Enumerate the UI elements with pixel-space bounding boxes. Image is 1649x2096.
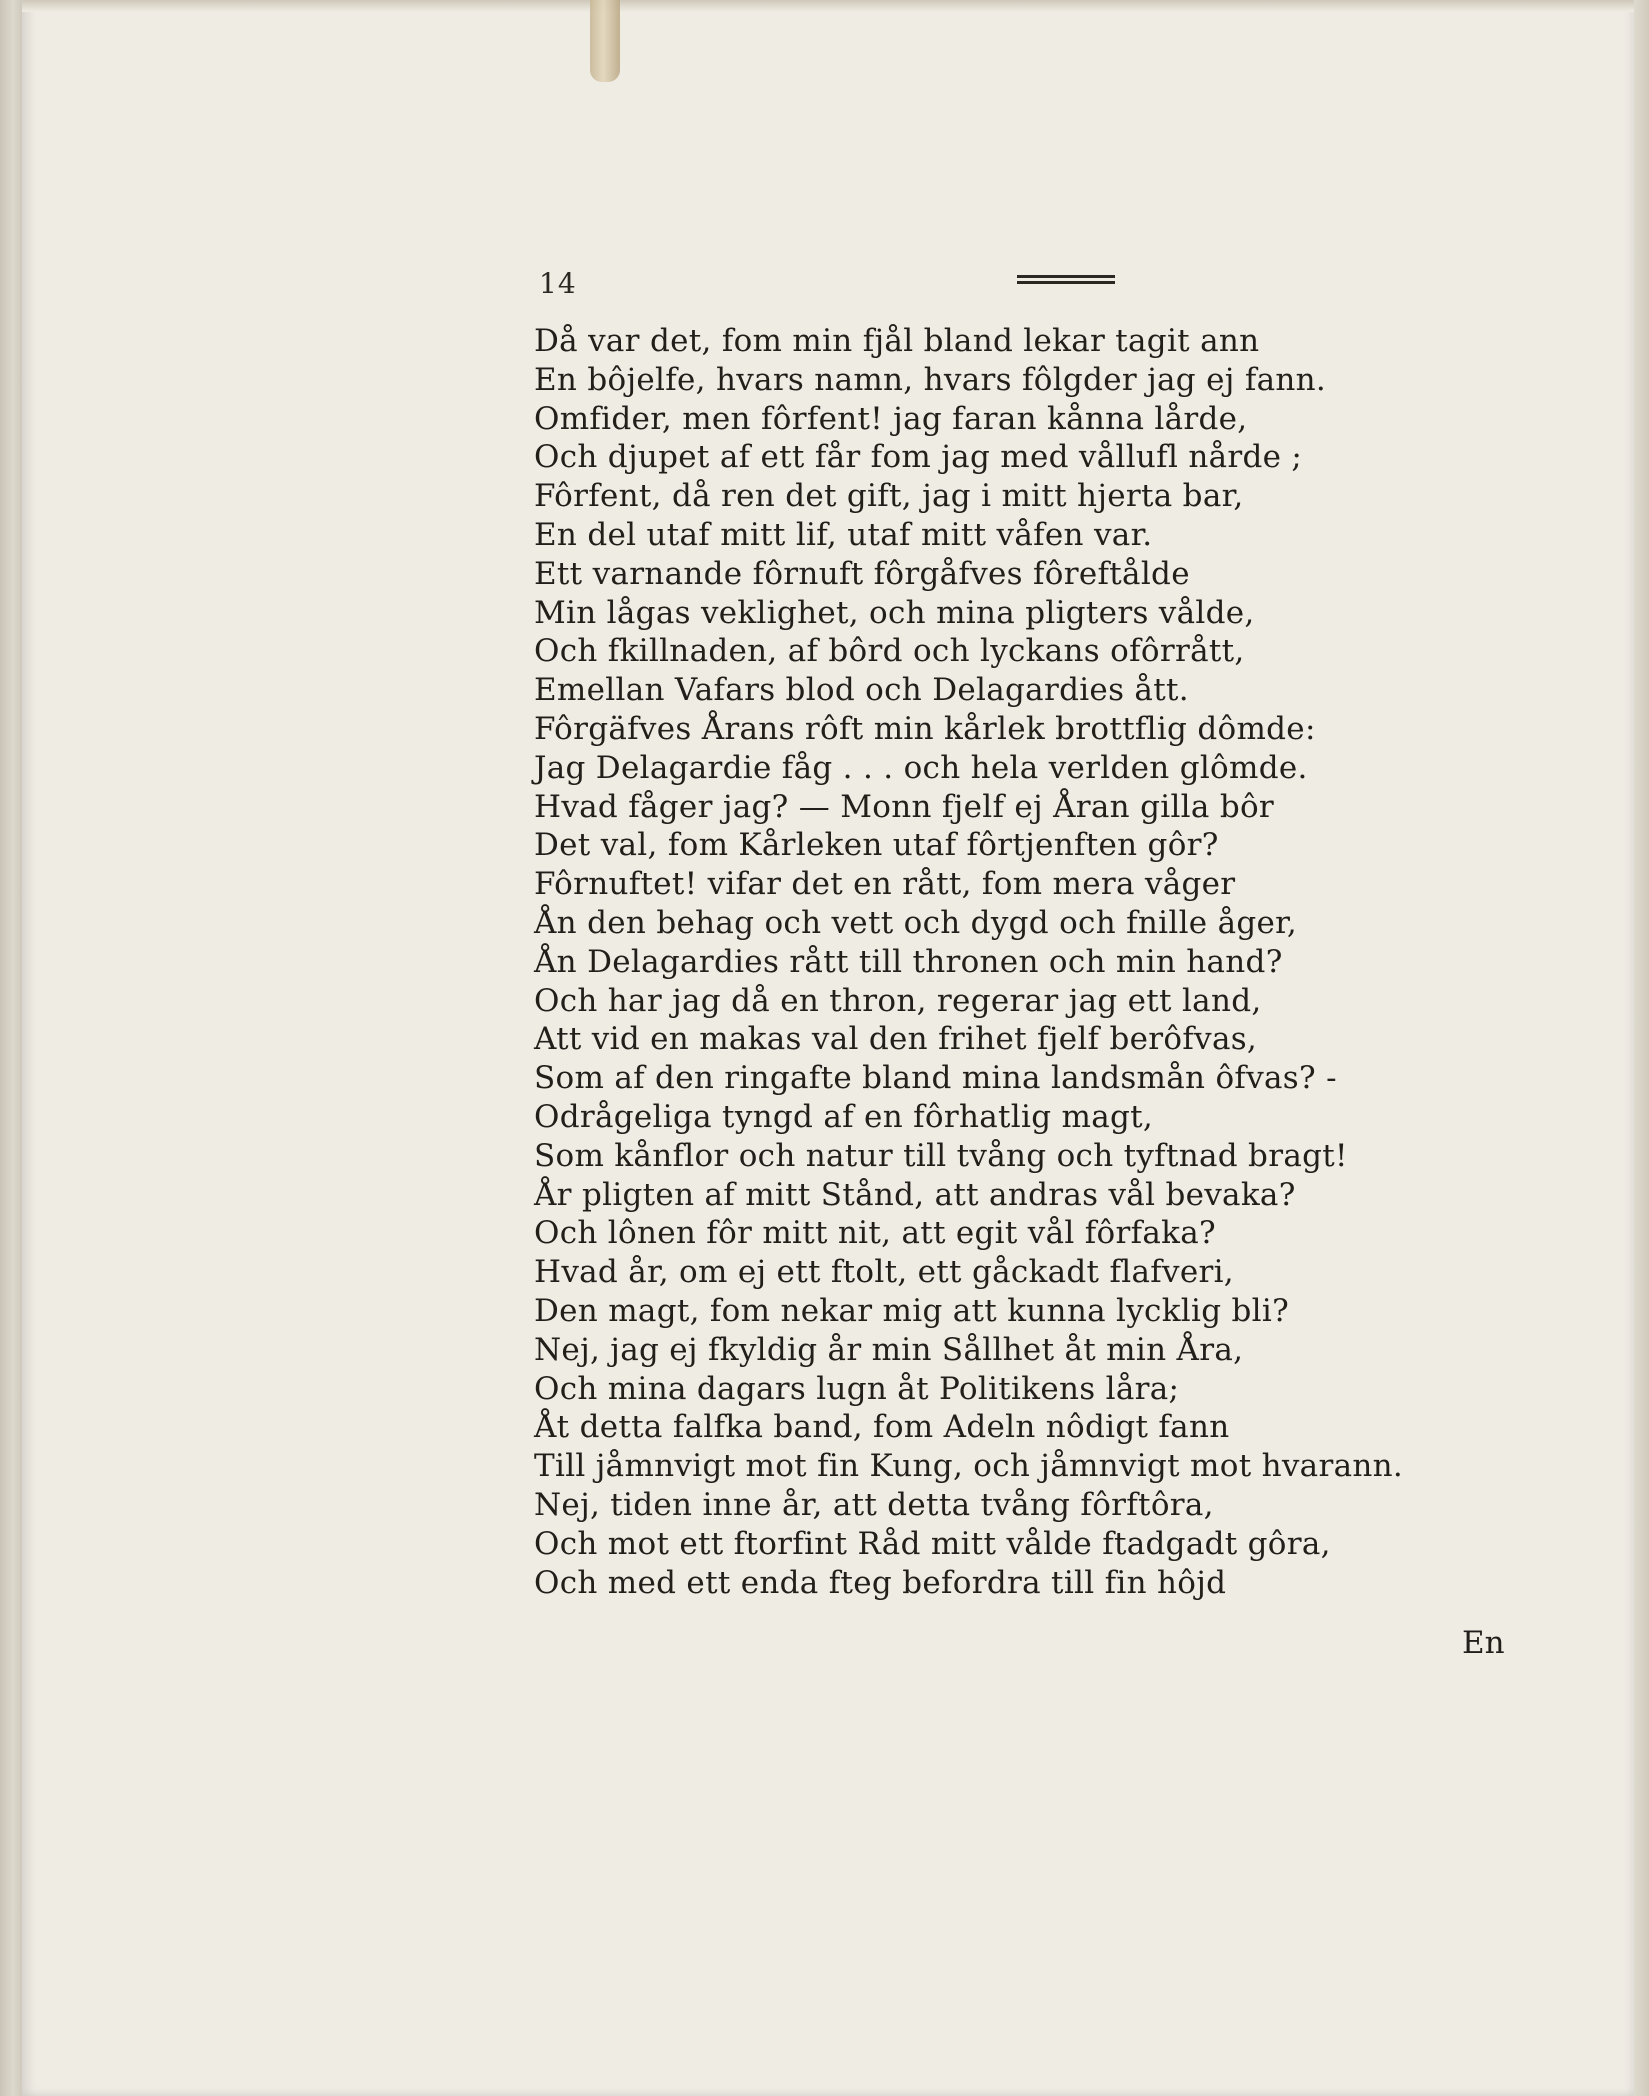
- verse-line: Nej, tiden inne år, att detta tvång fôrftôra,: [534, 1486, 1214, 1523]
- verse-line: Jag Delagardie fåg . . . och hela verlden glômde.: [534, 749, 1308, 786]
- verse-line: Och mina dagars lugn åt Politikens låra;: [534, 1370, 1180, 1407]
- verse-line: Den magt, fom nekar mig att kunna lycklig bli?: [534, 1292, 1290, 1329]
- verse-line: En del utaf mitt lif, utaf mitt våfen var.: [534, 516, 1153, 553]
- verse-line: Fôrfent, då ren det gift, jag i mitt hjerta bar,: [534, 478, 1244, 515]
- verse-block: [534, 322, 1544, 1602]
- verse-line: Som af den ringafte bland mina landsmån ôfvas? -: [534, 1060, 1337, 1097]
- verse-line: Och fkillnaden, af bôrd och lyckans ofôrrått,: [534, 633, 1245, 670]
- verse-line: Åt detta falfka band, fom Adeln nôdigt fann: [534, 1409, 1230, 1446]
- page-right-edge: [1634, 0, 1649, 2096]
- verse-line: Och djupet af ett får fom jag med vållufl nårde ;: [534, 439, 1303, 476]
- verse-line: År pligten af mitt Stånd, att andras vål bevaka?: [534, 1176, 1296, 1213]
- verse-line: Och mot ett ftorfint Råd mitt vålde ftadgadt gôra,: [534, 1525, 1331, 1562]
- verse-line: Fôrnuftet! vifar det en rått, fom mera våger: [534, 866, 1236, 903]
- verse-line: Ån Delagardies rått till thronen och min hand?: [534, 943, 1283, 980]
- verse-line: Att vid en makas val den frihet fjelf berôfvas,: [534, 1021, 1258, 1058]
- verse-line: Hvad fåger jag? — Monn fjelf ej Åran gilla bôr: [534, 788, 1275, 825]
- verse-line: Fôrgäfves Årans rôft min kårlek brottflig dômde:: [534, 710, 1316, 747]
- verse-line: Som kånflor och natur till tvång och tyftnad bragt!: [534, 1137, 1348, 1174]
- verse-line: Min lågas veklighet, och mina pligters vålde,: [534, 594, 1255, 631]
- page-number: 14: [539, 267, 577, 300]
- verse-line: Nej, jag ej fkyldig år min Sållhet åt min Åra,: [534, 1331, 1244, 1368]
- verse-line: Det val, fom Kårleken utaf fôrtjenften gôr?: [534, 827, 1219, 864]
- verse-line: Emellan Vafars blod och Delagardies ått.: [534, 672, 1189, 709]
- binding-tape: [590, 0, 620, 82]
- catchword: En: [1462, 1625, 1505, 1661]
- verse-line: Och har jag då en thron, regerar jag ett land,: [534, 982, 1262, 1019]
- verse-line: Och lônen fôr mitt nit, att egit vål fôrfaka?: [534, 1215, 1216, 1252]
- book-gutter: [0, 0, 22, 2096]
- verse-line: En bôjelfe, hvars namn, hvars fôlgder jag ej fann.: [534, 361, 1327, 398]
- verse-line: Odrågeliga tyngd af en fôrhatlig magt,: [534, 1098, 1154, 1135]
- header-rule: [1017, 275, 1115, 285]
- verse-line: Till jåmnvigt mot fin Kung, och jåmnvigt mot hvarann.: [534, 1448, 1404, 1485]
- verse-line: Ett varnande fôrnuft fôrgåfves fôreftålde: [534, 555, 1190, 592]
- verse-line: Och med ett enda fteg befordra till fin hôjd: [534, 1564, 1227, 1601]
- verse-line: Hvad år, om ej ett ftolt, ett gåckadt flafveri,: [534, 1254, 1234, 1291]
- verse-line: Omfider, men fôrfent! jag faran kånna lårde,: [534, 400, 1248, 437]
- page-top-edge: [22, 0, 1634, 12]
- verse-line: Ån den behag och vett och dygd och fnille åger,: [534, 904, 1298, 941]
- verse-line: Då var det, fom min fjål bland lekar tagit ann: [534, 323, 1260, 359]
